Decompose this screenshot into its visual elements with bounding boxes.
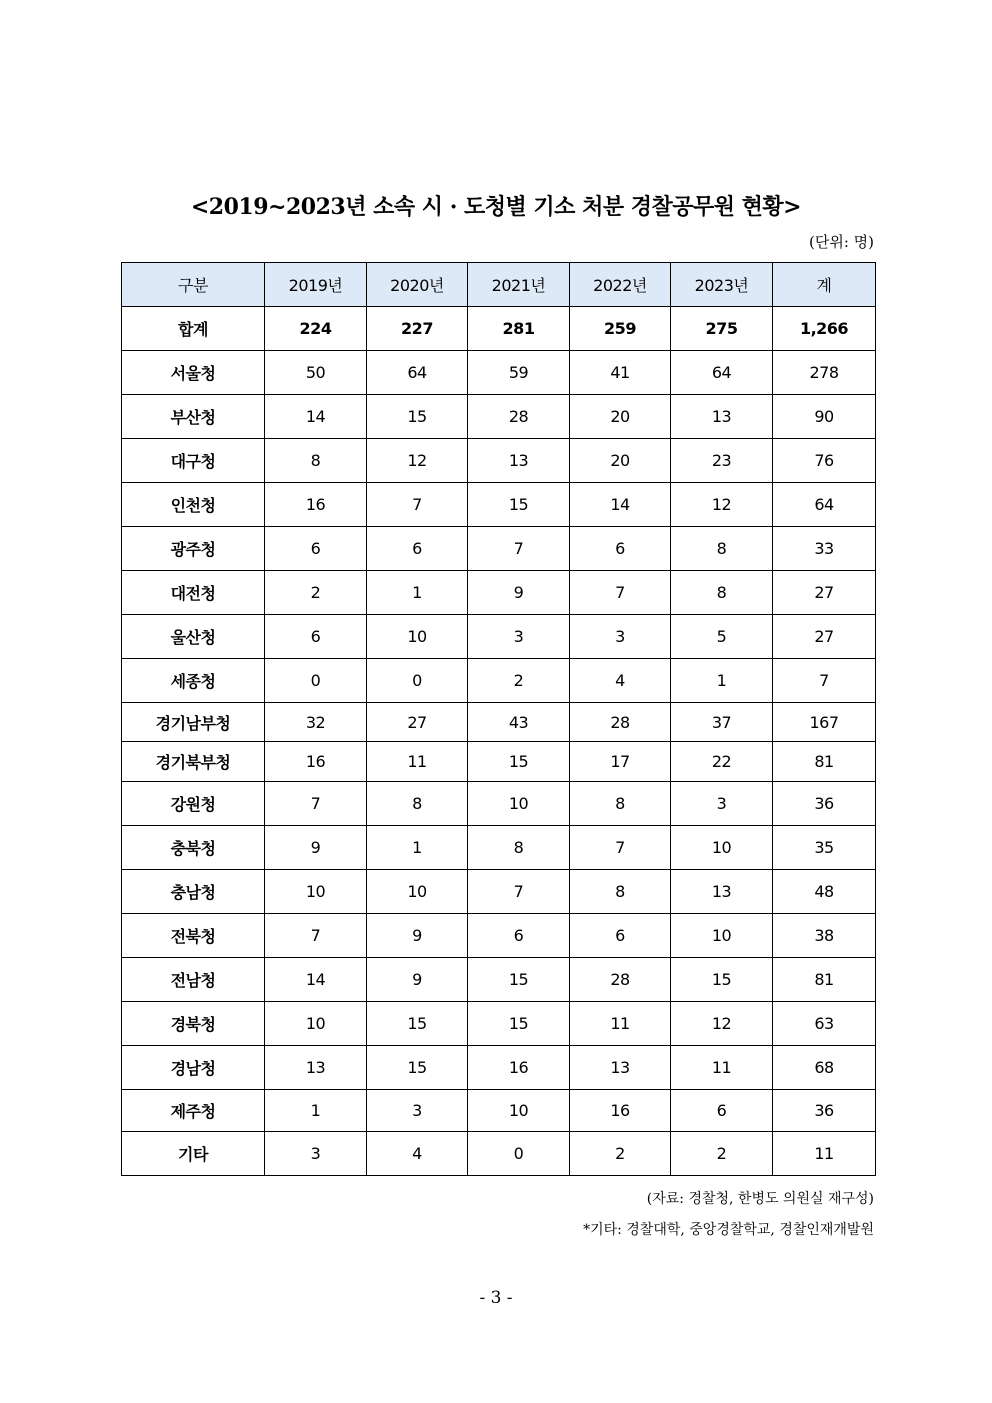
header-col-5: 2023년: [671, 263, 773, 307]
table-row: [122, 958, 876, 1002]
table-cell: 10: [468, 1090, 570, 1132]
table-cell: 7: [468, 527, 570, 571]
table-cell: 278: [773, 351, 876, 395]
table-cell: 7: [570, 826, 671, 870]
table-cell: 48: [773, 870, 876, 914]
table-row: [122, 1132, 876, 1176]
table-cell: 8: [265, 439, 367, 483]
table-cell: 227: [367, 307, 468, 351]
table-row: [122, 914, 876, 958]
table-cell: 4: [367, 1132, 468, 1176]
table-row: [122, 782, 876, 826]
table-row: [122, 615, 876, 659]
table-row: [122, 826, 876, 870]
table-cell: 16: [265, 483, 367, 527]
table-cell: 33: [773, 527, 876, 571]
table-cell: 13: [468, 439, 570, 483]
table-cell: 9: [367, 958, 468, 1002]
table-cell: 64: [671, 351, 773, 395]
table-cell: 36: [773, 782, 876, 826]
header-category: 구분: [122, 263, 265, 307]
table-cell: 64: [367, 351, 468, 395]
table-cell: 1: [265, 1090, 367, 1132]
table-cell: 27: [773, 571, 876, 615]
table-cell: 6: [367, 527, 468, 571]
table-cell: 275: [671, 307, 773, 351]
table-row: [122, 659, 876, 703]
table-cell: 16: [570, 1090, 671, 1132]
table-cell: 6: [468, 914, 570, 958]
table-cell: 8: [367, 782, 468, 826]
table-cell: 12: [367, 439, 468, 483]
row-label: 충북청: [122, 826, 265, 870]
table-row: [122, 870, 876, 914]
table-cell: 28: [468, 395, 570, 439]
table-title: <2019~2023년 소속 시 · 도청별 기소 처분 경찰공무원 현황>: [190, 194, 802, 220]
table-cell: 28: [570, 703, 671, 742]
table-cell: 14: [265, 395, 367, 439]
table-cell: 6: [570, 527, 671, 571]
table-cell: 35: [773, 826, 876, 870]
table-cell: 5: [671, 615, 773, 659]
table-cell: 23: [671, 439, 773, 483]
unit-label: (단위: 명): [809, 233, 874, 251]
table-cell: 8: [468, 826, 570, 870]
row-label: 경기북부청: [122, 742, 265, 782]
table-row: [122, 703, 876, 742]
table-cell: 11: [671, 1046, 773, 1090]
row-label: 강원청: [122, 782, 265, 826]
table-cell: 10: [367, 615, 468, 659]
table-cell: 27: [773, 615, 876, 659]
header-col-3: 2021년: [468, 263, 570, 307]
table-cell: 22: [671, 742, 773, 782]
table-cell: 20: [570, 439, 671, 483]
row-label: 울산청: [122, 615, 265, 659]
table-cell: 7: [367, 483, 468, 527]
table-cell: 13: [671, 395, 773, 439]
table-row: [122, 395, 876, 439]
table-cell: 9: [367, 914, 468, 958]
table-cell: 15: [468, 1002, 570, 1046]
table-cell: 27: [367, 703, 468, 742]
table-body: [122, 307, 876, 1176]
table-cell: 81: [773, 742, 876, 782]
table-cell: 6: [671, 1090, 773, 1132]
table-cell: 10: [265, 870, 367, 914]
table-cell: 15: [468, 483, 570, 527]
table-cell: 15: [671, 958, 773, 1002]
table-cell: 2: [468, 659, 570, 703]
row-label: 합계: [122, 307, 265, 351]
table-cell: 28: [570, 958, 671, 1002]
table-cell: 11: [570, 1002, 671, 1046]
table-cell: 68: [773, 1046, 876, 1090]
table-cell: 10: [367, 870, 468, 914]
table-cell: 0: [367, 659, 468, 703]
row-label: 세종청: [122, 659, 265, 703]
table-cell: 50: [265, 351, 367, 395]
table-row: [122, 1046, 876, 1090]
table-cell: 36: [773, 1090, 876, 1132]
table-cell: 13: [265, 1046, 367, 1090]
table-cell: 13: [671, 870, 773, 914]
header-col-1: 2019년: [265, 263, 367, 307]
table-cell: 63: [773, 1002, 876, 1046]
table-cell: 8: [671, 527, 773, 571]
table-cell: 6: [265, 615, 367, 659]
table-cell: 0: [468, 1132, 570, 1176]
table-cell: 15: [468, 958, 570, 1002]
table-cell: 1,266: [773, 307, 876, 351]
table-cell: 20: [570, 395, 671, 439]
table-cell: 76: [773, 439, 876, 483]
row-label: 대구청: [122, 439, 265, 483]
table-cell: 3: [265, 1132, 367, 1176]
total-row: [122, 307, 876, 351]
table-cell: 15: [367, 1046, 468, 1090]
table-cell: 16: [265, 742, 367, 782]
table-cell: 14: [570, 483, 671, 527]
table-cell: 6: [265, 527, 367, 571]
row-label: 광주청: [122, 527, 265, 571]
table-cell: 2: [570, 1132, 671, 1176]
table-cell: 10: [671, 826, 773, 870]
table-cell: 1: [367, 826, 468, 870]
header-row: [122, 263, 876, 307]
table-cell: 32: [265, 703, 367, 742]
table-cell: 1: [367, 571, 468, 615]
table-cell: 224: [265, 307, 367, 351]
table-cell: 7: [265, 914, 367, 958]
table-cell: 14: [265, 958, 367, 1002]
source-note: (자료: 경찰청, 한병도 의원실 재구성): [646, 1191, 874, 1207]
row-label: 서울청: [122, 351, 265, 395]
table-cell: 281: [468, 307, 570, 351]
table-cell: 6: [570, 914, 671, 958]
table-cell: 13: [570, 1046, 671, 1090]
table-row: [122, 527, 876, 571]
table-cell: 3: [570, 615, 671, 659]
header-col-4: 2022년: [570, 263, 671, 307]
table-cell: 15: [468, 742, 570, 782]
table-cell: 15: [367, 1002, 468, 1046]
table-cell: 8: [570, 870, 671, 914]
row-label: 기타: [122, 1132, 265, 1176]
row-label: 대전청: [122, 571, 265, 615]
table-cell: 7: [468, 870, 570, 914]
table-row: [122, 439, 876, 483]
footnote: *기타: 경찰대학, 중앙경찰학교, 경찰인재개발원: [583, 1222, 874, 1238]
table-row: [122, 742, 876, 782]
table-cell: 17: [570, 742, 671, 782]
table-cell: 41: [570, 351, 671, 395]
table-cell: 10: [468, 782, 570, 826]
table-cell: 4: [570, 659, 671, 703]
table-cell: 3: [468, 615, 570, 659]
header-col-6: 계: [773, 263, 876, 307]
table-cell: 8: [671, 571, 773, 615]
table-cell: 43: [468, 703, 570, 742]
table-cell: 3: [671, 782, 773, 826]
table-row: [122, 351, 876, 395]
table-cell: 11: [773, 1132, 876, 1176]
row-label: 인천청: [122, 483, 265, 527]
table-row: [122, 1090, 876, 1132]
table-cell: 11: [367, 742, 468, 782]
table-row: [122, 571, 876, 615]
table-cell: 7: [570, 571, 671, 615]
row-label: 경남청: [122, 1046, 265, 1090]
row-label: 부산청: [122, 395, 265, 439]
table-cell: 12: [671, 483, 773, 527]
row-label: 전남청: [122, 958, 265, 1002]
header-col-2: 2020년: [367, 263, 468, 307]
table-cell: 9: [265, 826, 367, 870]
table-cell: 3: [367, 1090, 468, 1132]
table-cell: 90: [773, 395, 876, 439]
table-cell: 81: [773, 958, 876, 1002]
table-cell: 15: [367, 395, 468, 439]
table-cell: 38: [773, 914, 876, 958]
table-cell: 167: [773, 703, 876, 742]
table-cell: 1: [671, 659, 773, 703]
table-cell: 64: [773, 483, 876, 527]
table-cell: 0: [265, 659, 367, 703]
page-number: - 3 -: [479, 1288, 513, 1308]
table-cell: 7: [265, 782, 367, 826]
table-row: [122, 483, 876, 527]
table-cell: 10: [671, 914, 773, 958]
row-label: 경북청: [122, 1002, 265, 1046]
table-cell: 8: [570, 782, 671, 826]
table-cell: 10: [265, 1002, 367, 1046]
table-row: [122, 1002, 876, 1046]
table-cell: 37: [671, 703, 773, 742]
row-label: 제주청: [122, 1090, 265, 1132]
data-table: [121, 262, 876, 1176]
table-cell: 12: [671, 1002, 773, 1046]
row-label: 경기남부청: [122, 703, 265, 742]
row-label: 충남청: [122, 870, 265, 914]
row-label: 전북청: [122, 914, 265, 958]
table-cell: 9: [468, 571, 570, 615]
table-cell: 59: [468, 351, 570, 395]
table-cell: 7: [773, 659, 876, 703]
table-cell: 2: [671, 1132, 773, 1176]
table-cell: 2: [265, 571, 367, 615]
table-cell: 16: [468, 1046, 570, 1090]
table-cell: 259: [570, 307, 671, 351]
